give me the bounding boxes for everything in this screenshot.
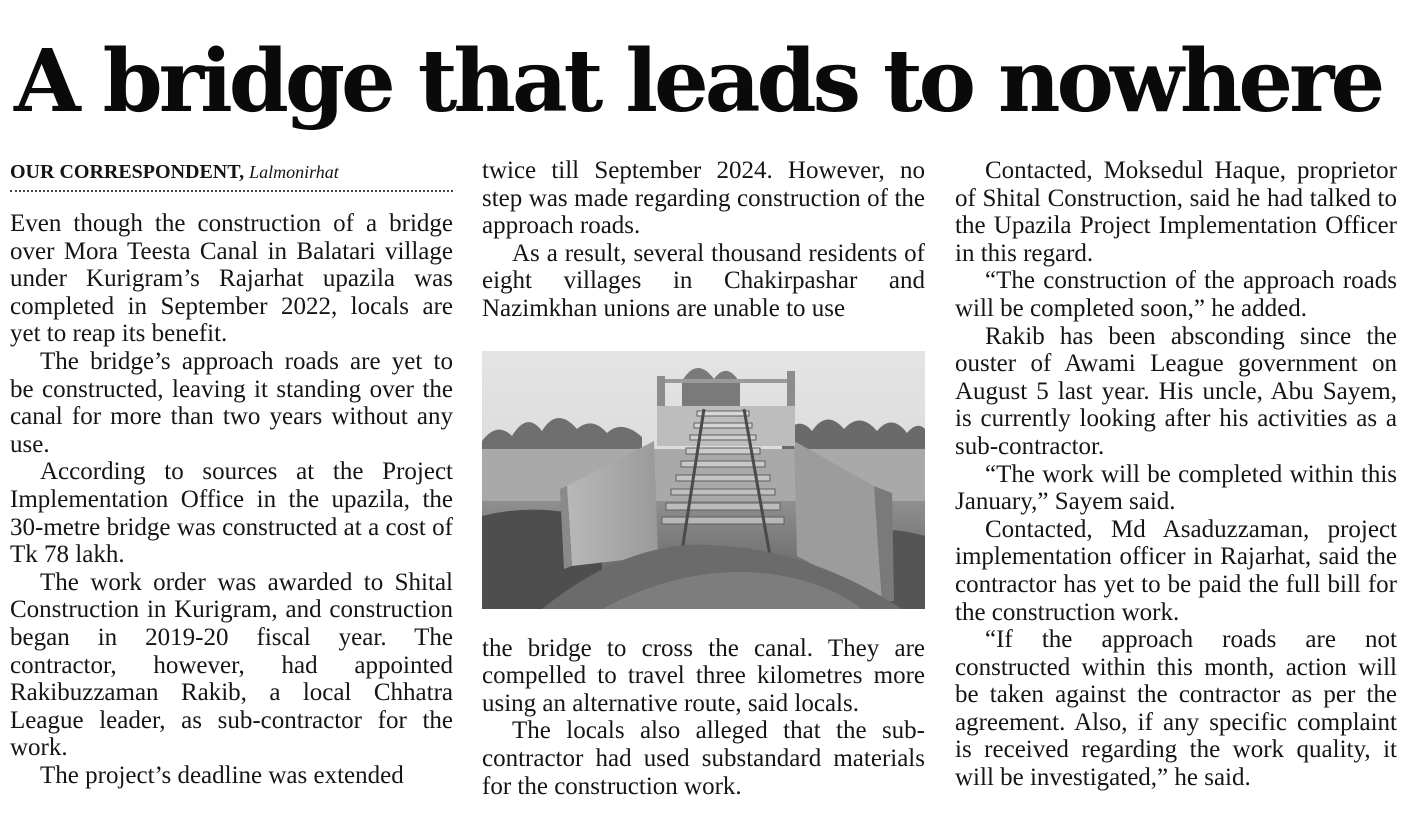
- paragraph: twice till September 2024. However, no step was made regarding construction of the approach roads.: [482, 157, 925, 240]
- paragraph: “The work will be completed within this January,” Sayem said.: [955, 460, 1397, 516]
- paragraph: The locals also alleged that the sub-contractor had used substandard materials for the construction work.: [482, 717, 925, 800]
- paragraph: Contacted, Moksedul Haque, proprietor of Shital Construction, said he had talked to the Upazila Project Implementation Officer in this regard.: [955, 157, 1397, 267]
- paragraph: Even though the construction of a bridge over Mora Teesta Canal in Balatari village under Kurigram’s Rajarhat upazila was completed in September 2022, locals are yet to reap its benefit.: [10, 210, 453, 348]
- article-column-1: [10, 157, 453, 789]
- byline-location: Lalmonirhat: [249, 162, 339, 182]
- byline-name: OUR CORRESPONDENT,: [10, 161, 245, 183]
- article-column-3: [955, 157, 1397, 792]
- headline: A bridge that leads to nowhere: [14, 31, 1382, 132]
- paragraph: “If the approach roads are not constructed within this month, action will be taken against the contractor as per the agreement. Also, if any specific complaint is received regarding the work quality, it will be investigated,” he said.: [955, 626, 1397, 792]
- paragraph: The work order was awarded to Shital Construction in Kurigram, and construction began in 2019-20 fiscal year. The contractor, however, had appointed Rakibuzzaman Rakib, a local Chhatra League leader, as sub-contractor for the work.: [10, 568, 453, 762]
- paragraph: According to sources at the Project Implementation Office in the upazila, the 30-metre bridge was constructed at a cost of Tk 78 lakh.: [10, 458, 453, 569]
- byline: [10, 157, 453, 184]
- bridge-photo: [482, 351, 925, 609]
- paragraph: “The construction of the approach roads will be completed soon,” he added.: [955, 267, 1397, 322]
- byline-divider: [10, 190, 453, 192]
- paragraph: As a result, several thousand residents of eight villages in Chakirpashar and Nazimkhan unions are unable to use: [482, 239, 925, 322]
- article-column-2: [482, 157, 925, 800]
- paragraph: Rakib has been absconding since the ouster of Awami League government on August 5 last year. His uncle, Abu Sayem, is currently looking after his activities as a sub-contractor.: [955, 322, 1397, 460]
- paragraph: the bridge to cross the canal. They are compelled to travel three kilometres more using an alternative route, said locals.: [482, 634, 925, 717]
- paragraph: The project’s deadline was extended: [40, 761, 404, 789]
- paragraph: The bridge’s approach roads are yet to be constructed, leaving it standing over the canal for more than two years without any use.: [10, 347, 453, 458]
- paragraph: Contacted, Md Asaduzzaman, project implementation officer in Rajarhat, said the contractor has yet to be paid the full bill for the construction work.: [955, 515, 1397, 626]
